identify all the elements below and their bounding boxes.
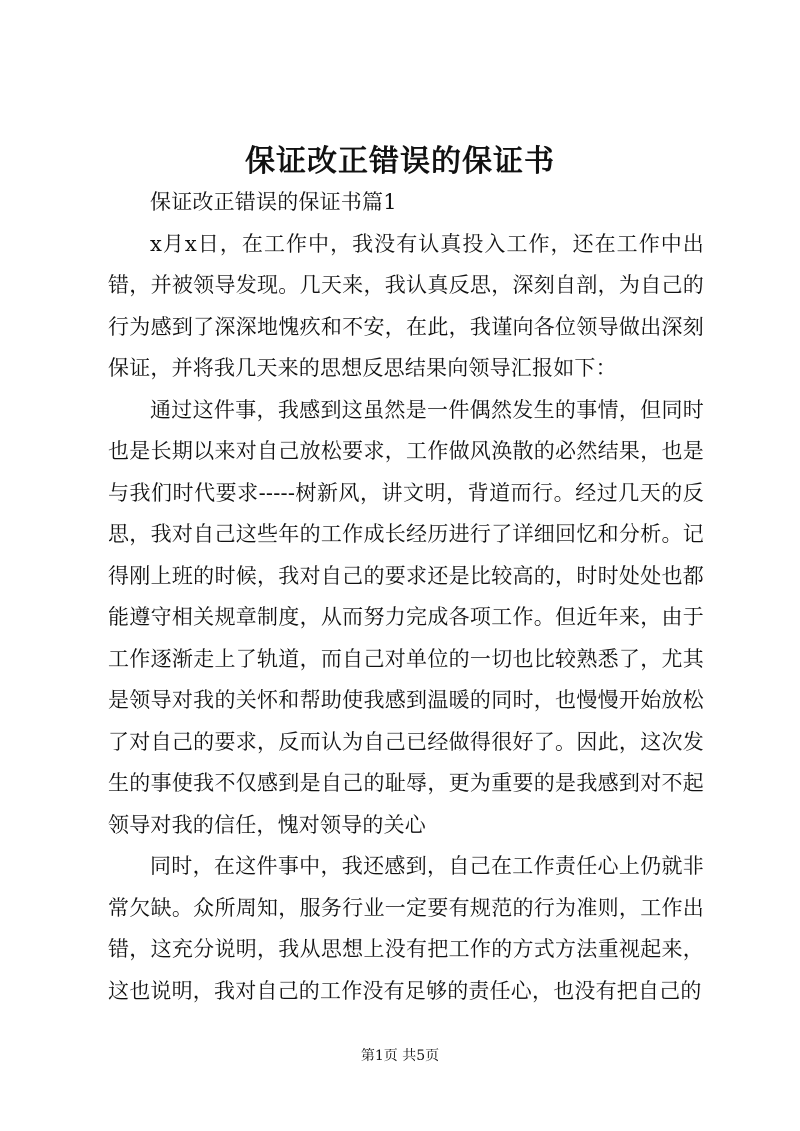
document-body (108, 182, 704, 1012)
paragraph-1: x月x日，在工作中，我没有认真投入工作，还在工作中出错，并被领导发现。几天来，我认真反思，深刻自剖，为自己的行为感到了深深地愧疚和不安，在此，我谨向各位领导做出深刻保证，并将我几天来的思想反思结果向领导汇报如下： (108, 231, 704, 380)
paragraph-2: 通过这件事，我感到这虽然是一件偶然发生的事情，但同时也是长期以来对自己放松要求，工作做风涣散的必然结果，也是与我们时代要求-----树新风，讲文明，背道而行。经过几天的反思，我对自己这些年的工作成长经历进行了详细回忆和分析。记得刚上班的时候，我对自己的要求还是比较高的，时时处处也都能遵守相关规章制度，从而努力完成各项工作。但近年来，由于工作逐渐走上了轨道，而自己对单位的一切也比较熟悉了，尤其是领导对我的关怀和帮助使我感到温暖的同时，也慢慢开始放松了对自己的要求，反而认为自己已经做得很好了。因此，这次发生的事使我不仅感到是自己的耻辱，更为重要的是我感到对不起领导对我的信任，愧对领导的关心 (108, 397, 704, 837)
section-heading: 保证改正错误的保证书篇1 (150, 190, 397, 214)
document-title: 保证改正错误的保证书 (245, 144, 555, 179)
paragraph-3: 同时，在这件事中，我还感到，自己在工作责任心上仍就非常欠缺。众所周知，服务行业一定要有规范的行为准则，工作出错，这充分说明，我从思想上没有把工作的方式方法重视起来，这也说明，我对自己的工作没有足够的责任心，也没有把自己的 (108, 854, 704, 1003)
page-number-footer: 第1页 共5页 (360, 1048, 440, 1064)
